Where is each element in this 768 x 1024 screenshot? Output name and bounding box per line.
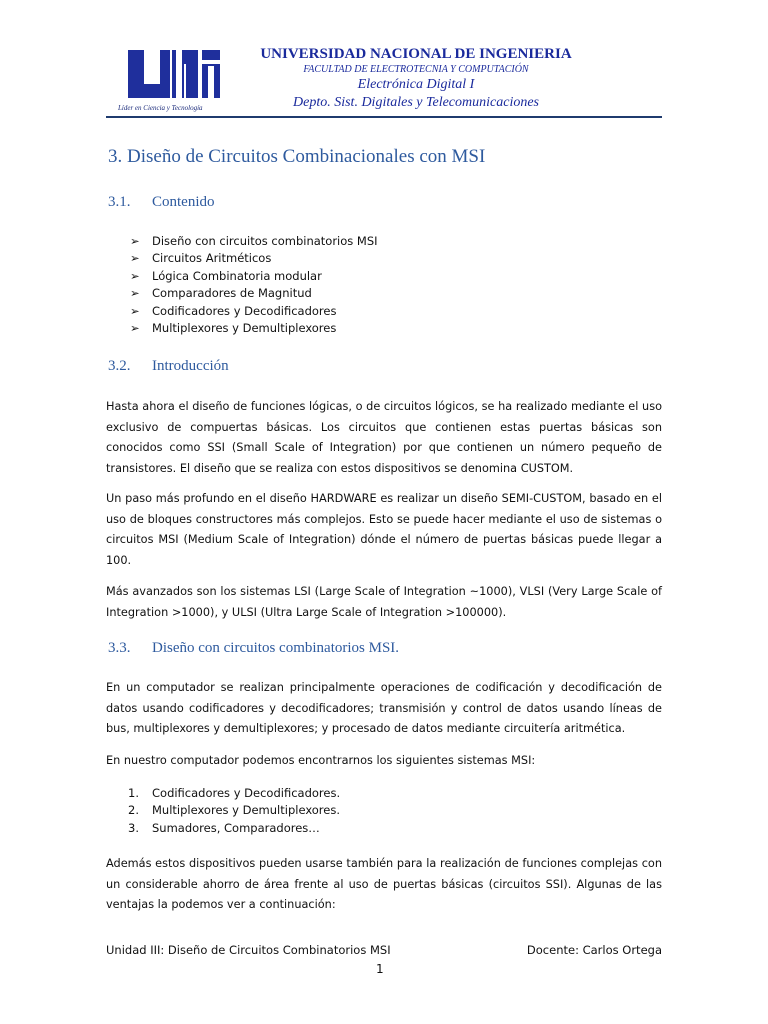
section-heading-msi <box>108 640 399 657</box>
list-item: ➢ Diseño con circuitos combinatorios MSI <box>130 233 378 250</box>
arrow-bullet-icon: ➢ <box>130 251 140 266</box>
list-number: 3. <box>128 820 139 835</box>
intro-paragraph-2: Un paso más profundo en el diseño HARDWARE es realizar un diseño SEMI-CUSTOM, basado en el uso de bloques constructores más complejos. Esto se puede hacer mediante el uso de sistemas o circuitos MSI (Medium Scale of Integration) dónde el número de puertas básicas puede llegar a 100. <box>106 492 662 567</box>
section-title: Diseño con circuitos combinatorios MSI. <box>152 640 400 656</box>
msi-paragraph-1: En un computador se realizan principalmente operaciones de codificación y decodificación de datos usando codificadores y decodificadores; transmisión y control de datos usando líneas de bus, multiplexores y demultiplexores; y procesado de datos mediante circuitería aritmética. <box>106 681 662 735</box>
section-title: Contenido <box>152 194 215 210</box>
faculty-name: FACULTAD DE ELECTROTECNIA Y COMPUTACIÓN <box>303 64 529 75</box>
arrow-bullet-icon: ➢ <box>130 303 140 318</box>
list-item: ➢ Comparadores de Magnitud <box>130 285 378 302</box>
list-item: ➢ Lógica Combinatoria modular <box>130 268 378 285</box>
logo-tagline: Líder en Ciencia y Tecnología <box>118 104 203 112</box>
intro-paragraph-1: Hasta ahora el diseño de funciones lógicas, o de circuitos lógicos, se ha realizado mediante el uso exclusivo de compuertas básicas. Los circuitos que contienen estas puertas básicas son conocidos como SSI (Small Scale of Integration) por que contienen un número pequeño de transistores. El diseño que se realiza con estos dispositivos se denomina CUSTOM. <box>106 400 662 475</box>
list-number: 2. <box>128 803 139 818</box>
university-name: UNIVERSIDAD NACIONAL DE INGENIERIA <box>260 46 572 62</box>
list-item: ➢ Circuitos Aritméticos <box>130 250 378 267</box>
section-number: 3.2. <box>108 358 131 374</box>
section-heading-introduccion <box>108 358 229 375</box>
section-title: Introducción <box>152 358 229 374</box>
page-title: 3. Diseño de Circuitos Combinacionales con MSI <box>108 146 486 167</box>
list-number: 1. <box>128 786 139 800</box>
page-header <box>106 40 662 118</box>
list-item: 2. Multiplexores y Demultiplexores. <box>130 802 340 819</box>
list-item: ➢ Codificadores y Decodificadores <box>130 303 378 320</box>
section-number: 3.3. <box>108 640 131 656</box>
page-number: 1 <box>376 962 384 976</box>
msi-systems-list <box>130 785 340 837</box>
contents-list <box>130 233 378 337</box>
closing-paragraph: Además estos dispositivos pueden usarse también para la realización de funciones complejas con un considerable ahorro de área frente al uso de puertas básicas (circuitos SSI). Algunas de las ventajas la podemos ver a continuación: <box>106 857 662 911</box>
university-logo <box>120 46 230 112</box>
msi-paragraph-2: En nuestro computador podemos encontrarnos los siguientes sistemas MSI: <box>106 754 536 767</box>
arrow-bullet-icon: ➢ <box>130 321 140 336</box>
section-number: 3.1. <box>108 194 131 210</box>
footer-teacher: Docente: Carlos Ortega <box>526 943 662 957</box>
arrow-bullet-icon: ➢ <box>130 286 140 301</box>
footer-unit: Unidad III: Diseño de Circuitos Combinatorios MSI <box>106 943 391 957</box>
uni-logo-icon <box>120 46 230 104</box>
list-item: 1. Codificadores y Decodificadores. <box>130 785 340 802</box>
section-heading-contenido <box>108 194 215 211</box>
header-text <box>236 45 596 112</box>
arrow-bullet-icon: ➢ <box>130 268 140 283</box>
intro-paragraph-3: Más avanzados son los sistemas LSI (Large Scale of Integration ~1000), VLSI (Very Large Scale of Integration >1000), y ULSI (Ultra Large Scale of Integration >100000). <box>106 585 662 619</box>
list-item: 3. Sumadores, Comparadores… <box>130 820 340 837</box>
department-name: Depto. Sist. Digitales y Telecomunicaciones <box>293 95 539 110</box>
arrow-bullet-icon: ➢ <box>130 234 140 248</box>
list-item: ➢ Multiplexores y Demultiplexores <box>130 320 378 337</box>
course-name: Electrónica Digital I <box>357 77 475 92</box>
